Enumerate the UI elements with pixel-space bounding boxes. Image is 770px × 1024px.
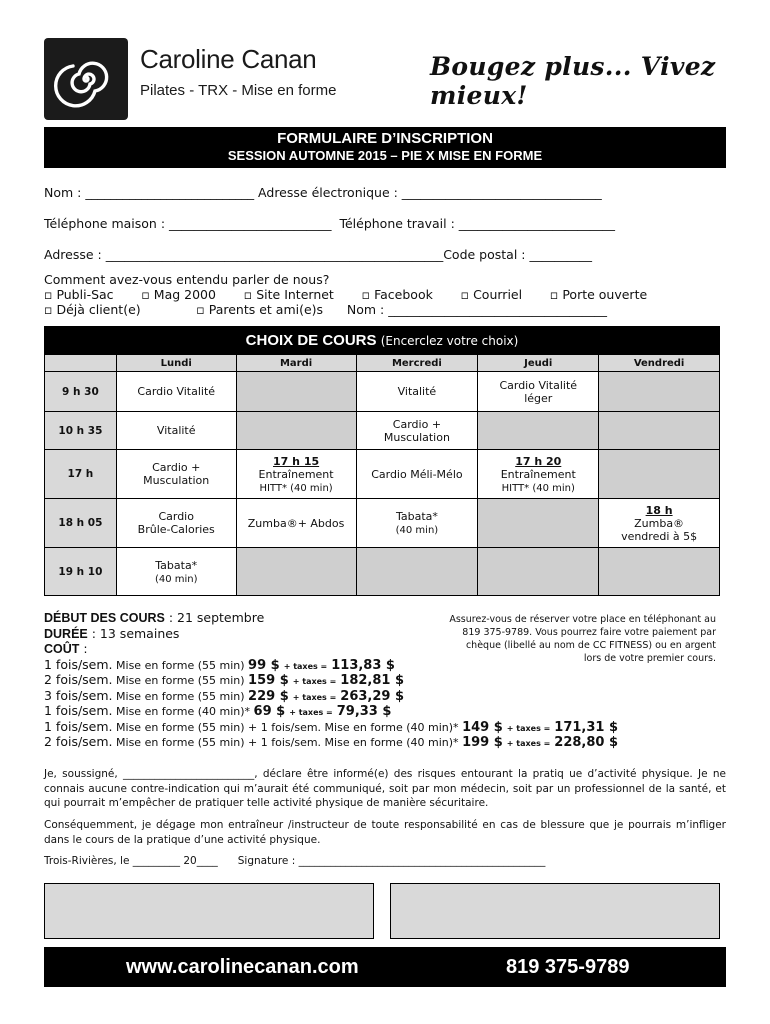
schedule-note: (Encerclez votre choix) [380,334,519,348]
class-cell[interactable]: Cardio Vitalité [116,372,236,412]
reservation-note: Assurez-vous de réserver votre place en téléphonant au 819 375-9789. Vous pourrez faire votre paiement par chèque (libellé au nom de CC FITNESS) ou en argent lors de votre premier cours. [449,614,716,664]
class-cell[interactable]: 17 h 15 Entraînement HITT* (40 min) [236,450,356,499]
table-row [45,372,720,412]
empty-cell [236,412,356,450]
time-cell: 18 h 05 [45,499,117,548]
price-row: 3 fois/sem. Mise en forme (55 min) 229 $ + taxes = 263,29 $ [44,687,405,704]
phone-number: 819 375-9789 [506,956,630,978]
spiral-logo-icon [44,38,128,120]
header [44,38,726,120]
class-cell[interactable]: Cardio Vitalité léger [478,372,599,412]
price-row: 2 fois/sem. Mise en forme (55 min) + 1 fois/sem. Mise en forme (40 min)* 199 $ + taxes = 228,80 $ [44,734,619,750]
office-box-right [390,883,720,939]
class-cell[interactable]: 17 h 20 Entraînement HITT* (40 min) [478,450,599,499]
form-title-bar [44,127,726,168]
empty-cell [599,372,720,412]
name-email-line[interactable]: Nom : ___________________________ Adresse électronique : ________________________________ [44,185,602,200]
empty-cell [356,548,478,596]
form-session: SESSION AUTOMNE 2015 – PIE X MISE EN FORME [227,148,543,163]
empty-cell [478,412,599,450]
table-row [45,412,720,450]
table-row [45,499,720,548]
referral-options-1[interactable]: ▫ Publi-Sac ▫ Mag 2000 ▫ Site Internet ▫ Facebook ▫ Courriel ▫ Porte ouverte [44,287,648,302]
schedule-table [44,326,720,596]
price-row: 1 fois/sem. Mise en forme (40 min)* 69 $ + taxes = 79,33 $ [44,703,392,719]
website-link[interactable]: www.carolinecanan.com [126,956,359,978]
price-row: 1 fois/sem. Mise en forme (55 min) 99 $ + taxes = 113,83 $ [44,656,395,673]
time-cell: 19 h 10 [45,548,117,596]
empty-cell [478,548,599,596]
day-header: Mercredi [356,355,478,372]
start-date: DÉBUT DES COURS : 21 septembre [44,610,265,625]
time-cell: 9 h 30 [45,372,117,412]
day-header: Vendredi [599,355,720,372]
signature-line[interactable]: Trois-Rivières, le _________ 20____ Signature : _______________________________________________ [44,855,546,867]
class-cell[interactable]: Cardio Brûle-Calories [116,499,236,548]
header-corner [45,355,117,372]
liability-paragraph: Conséquemment, je dégage mon entraîneur /instructeur de toute responsabilité en cas de blessure que je pourrais m’infliger dans le cours de la pratique d’une activité physique. [44,819,726,846]
brand-subtitle: Pilates - TRX - Mise en forme [140,82,337,99]
cost-label: COÛT : [44,641,88,656]
time-cell: 17 h [45,450,117,499]
form-title: FORMULAIRE D’INSCRIPTION [277,130,493,147]
duration: DURÉE : 13 semaines [44,625,180,641]
phone-line[interactable]: Téléphone maison : __________________________ Téléphone travail : _________________________ [44,216,616,231]
declaration-paragraph: Je, soussigné, _________________________, déclare être informé(e) des risques entourant la pratiq ue d’activité physique. Je ne connais aucune contre-indication qui m’aurait été communiqué, soit par mon médecin, soit par un professionnel de la santé, et qui pourrait m’empêcher de pratiquer telle activité physique de manière sécuritaire. [44,768,726,809]
class-cell[interactable]: Cardio Méli-Mélo [356,450,478,499]
referral-options-2[interactable]: ▫ Déjà client(e) ▫ Parents et ami(e)s Nom : ___________________________________ [44,302,607,317]
class-cell[interactable]: Tabata* (40 min) [356,499,478,548]
day-header: Mardi [236,355,356,372]
price-row: 2 fois/sem. Mise en forme (55 min) 159 $ + taxes = 182,81 $ [44,672,405,688]
class-cell[interactable]: Cardio + Musculation [356,412,478,450]
time-cell: 10 h 35 [45,412,117,450]
class-cell[interactable]: Vitalité [116,412,236,450]
table-row [45,450,720,499]
brand-name: Caroline Canan [140,44,317,74]
schedule-title: CHOIX DE COURS [245,332,377,349]
class-cell[interactable]: Zumba®+ Abdos [236,499,356,548]
class-cell[interactable]: Cardio + Musculation [116,450,236,499]
price-row: 1 fois/sem. Mise en forme (55 min) + 1 fois/sem. Mise en forme (40 min)* 149 $ + taxes = 171,31 $ [44,718,619,735]
empty-cell [236,372,356,412]
empty-cell [236,548,356,596]
schedule-caption [45,327,720,355]
referral-question: Comment avez-vous entendu parler de nous? [44,272,330,287]
address-line[interactable]: Adresse : ______________________________________________________Code postal : __________ [44,247,592,262]
class-cell[interactable]: Tabata* (40 min) [116,548,236,596]
empty-cell [599,450,720,499]
slogan: Bougez plus... Vivez mieux! [430,52,716,110]
empty-cell [599,412,720,450]
day-header: Lundi [116,355,236,372]
table-row [45,548,720,596]
empty-cell [599,548,720,596]
empty-cell [478,499,599,548]
class-cell[interactable]: 18 h Zumba® vendredi à 5$ [599,499,720,548]
class-cell[interactable]: Vitalité [356,372,478,412]
office-box-left [44,883,374,939]
day-header: Jeudi [478,355,599,372]
footer-bar [44,947,726,987]
